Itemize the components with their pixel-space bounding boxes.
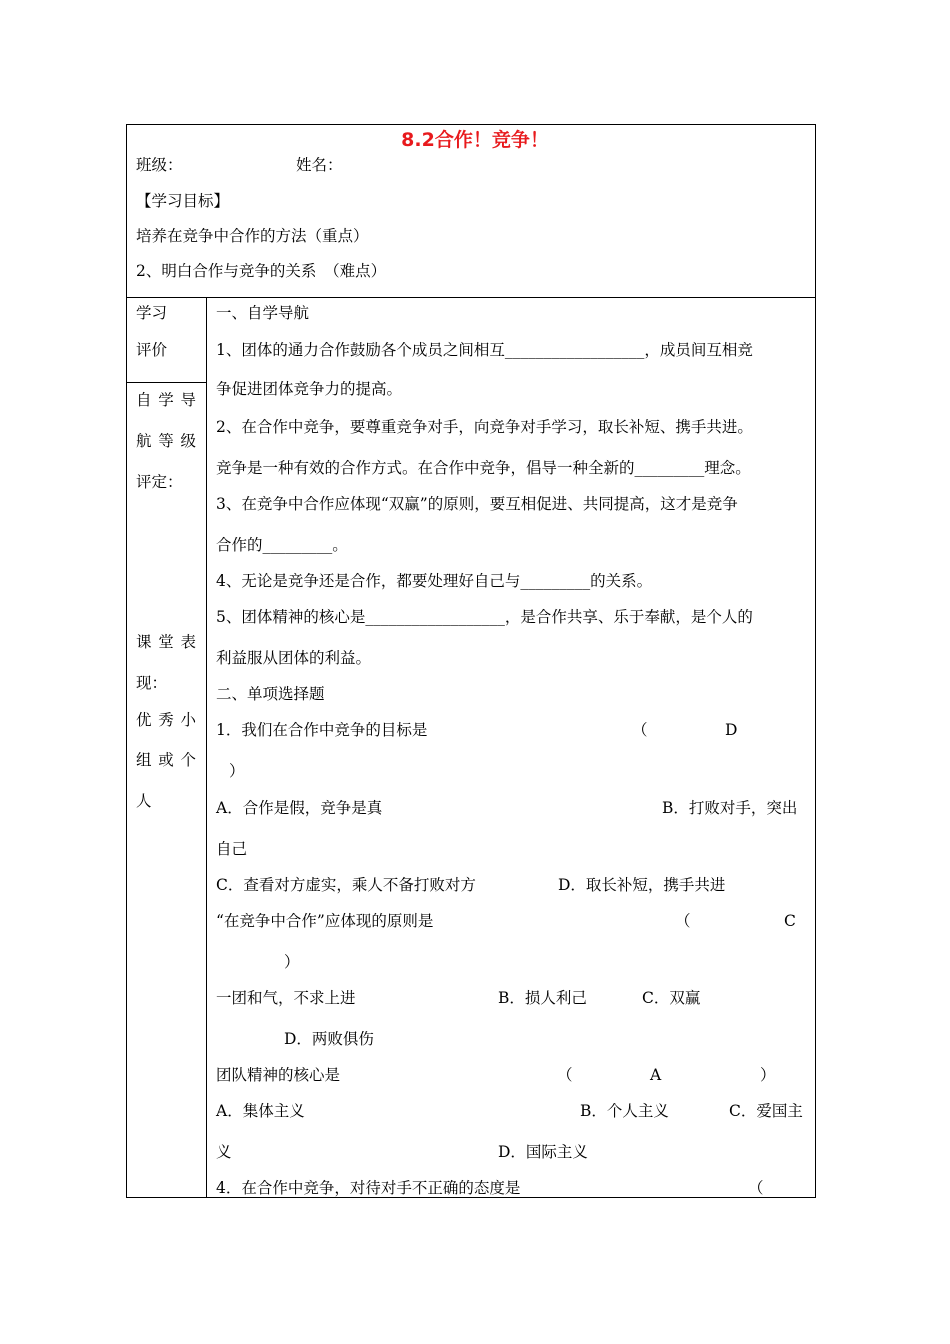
answer: C [784, 912, 796, 930]
header-divider [126, 297, 816, 298]
question-line: 竞争是一种有效的合作方式。在合作中竞争，倡导一种全新的_________理念。 [216, 459, 751, 477]
answer: D [725, 721, 738, 739]
option: C．爱国主 [729, 1102, 803, 1120]
performance-label: 组 或 个 [136, 751, 196, 769]
column-divider [206, 297, 207, 1198]
eval-label: 评价 [136, 341, 168, 359]
answer-paren: ） [760, 1066, 776, 1084]
page-title: 8.2合作！竞争！ [401, 129, 549, 151]
question-line: 利益服从团体的利益。 [216, 649, 372, 667]
section-heading: 二、单项选择题 [216, 685, 325, 703]
question-line: 3、在竞争中合作应体现“双赢”的原则，要互相促进、共同提高，这才是竞争 [216, 495, 738, 513]
question-line: 合作的_________。 [216, 536, 348, 554]
mc-stem: “在竞争中合作”应体现的原则是 [216, 912, 434, 930]
performance-label: 人 [136, 792, 152, 810]
objectives-heading: 【学习目标】 [136, 192, 230, 210]
class-label: 班级： [136, 156, 183, 174]
objective-item: 培养在竞争中合作的方法（重点） [136, 227, 369, 245]
grade-label: 航 等 级 [136, 432, 196, 450]
option: A．集体主义 [216, 1102, 305, 1120]
option: B．打败对手，突出 [662, 799, 798, 817]
question-line: 争促进团体竞争力的提高。 [216, 380, 403, 398]
mc-stem: 团队精神的核心是 [216, 1066, 341, 1084]
mc-stem: 1．我们在合作中竞争的目标是 [216, 721, 428, 739]
question-line: 2、在合作中竞争，要尊重竞争对手，向竞争对手学习，取长补短、携手共进。 [216, 418, 753, 436]
option: B．个人主义 [580, 1102, 669, 1120]
option: A．合作是假，竞争是真 [216, 799, 383, 817]
option: D．两败俱伤 [284, 1030, 374, 1048]
answer-paren: （ [748, 1179, 764, 1197]
option: 一团和气，不求上进 [216, 989, 356, 1007]
table-border-right [815, 124, 816, 1198]
option: D．国际主义 [498, 1143, 588, 1161]
answer: A [650, 1066, 662, 1084]
option: C．查看对方虚实，乘人不备打败对方 [216, 876, 476, 894]
option: D．取长补短，携手共进 [558, 876, 726, 894]
grade-label: 评定： [136, 473, 183, 491]
side-cell-divider [126, 382, 207, 383]
question-line: 1、团体的通力合作鼓励各个成员之间相互__________________，成员间互相竞 [216, 341, 753, 359]
question-line: 4、无论是竞争还是合作，都要处理好自己与_________的关系。 [216, 572, 653, 590]
eval-label: 学习 [136, 304, 168, 322]
mc-stem: 4．在合作中竞争，对待对手不正确的态度是 [216, 1179, 521, 1197]
name-label: 姓名： [296, 156, 343, 174]
performance-label: 课 堂 表 [136, 633, 196, 651]
table-border-left [126, 124, 127, 1198]
answer-paren: （ [557, 1066, 573, 1084]
performance-label: 优 秀 小 [136, 711, 196, 729]
question-line: 5、团体精神的核心是__________________，是合作共享、乐于奉献，是个人的 [216, 608, 753, 626]
option: 义 [216, 1143, 232, 1161]
option: C．双赢 [642, 989, 701, 1007]
performance-label: 现： [136, 674, 168, 692]
answer-paren: ） [229, 762, 245, 780]
answer-paren: （ [675, 912, 691, 930]
answer-paren: ） [284, 953, 300, 971]
table-border-top [126, 124, 816, 125]
section-heading: 一、自学导航 [216, 304, 310, 322]
grade-label: 自 学 导 [136, 391, 196, 409]
option: 自己 [216, 840, 248, 858]
option: B．损人利己 [498, 989, 587, 1007]
objective-item: 2、明白合作与竞争的关系 （难点） [136, 262, 387, 280]
answer-paren: （ [632, 721, 648, 739]
